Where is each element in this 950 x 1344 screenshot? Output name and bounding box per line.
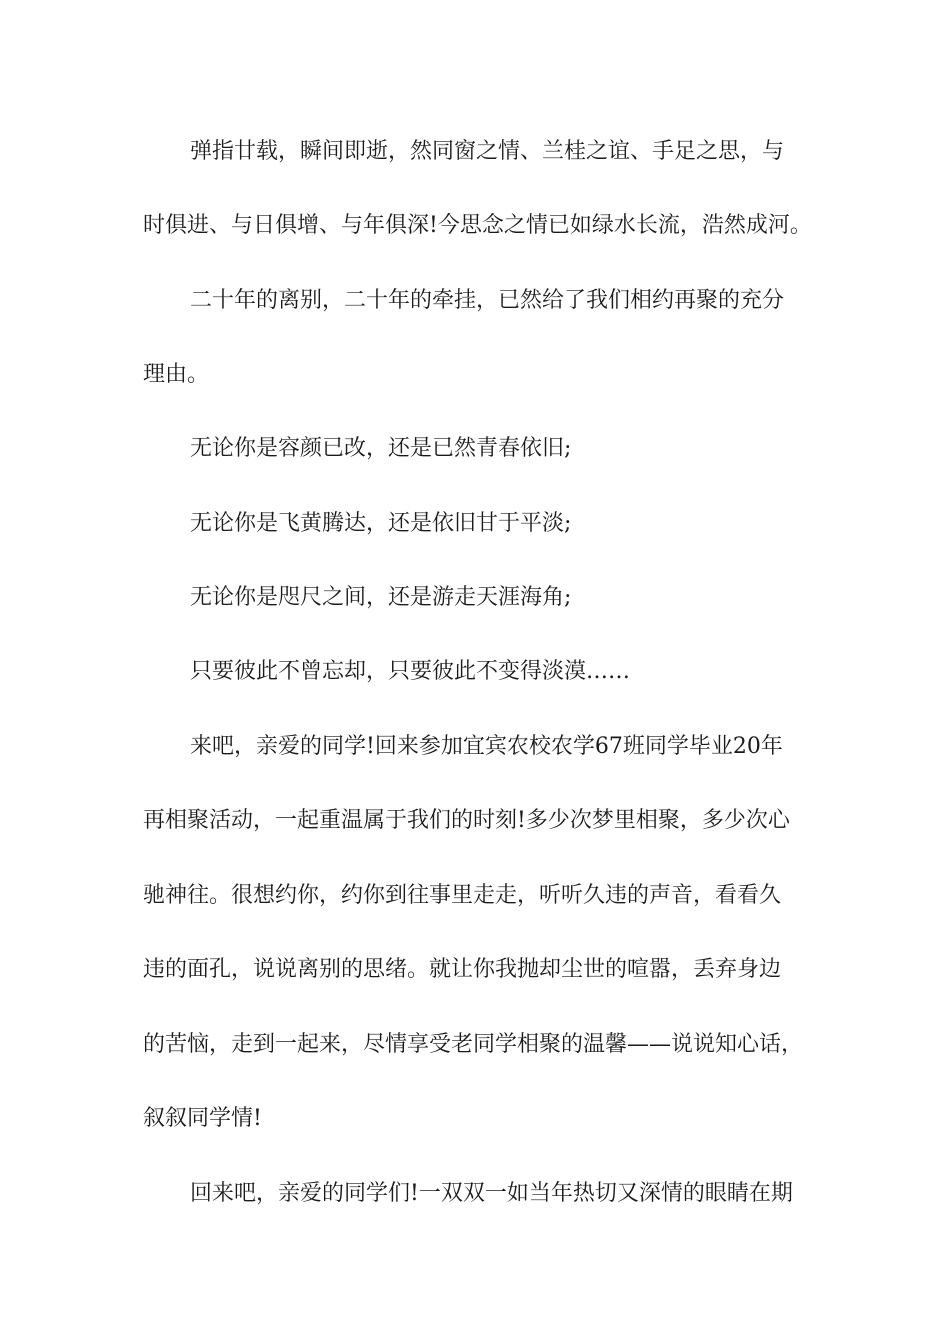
text-line: 回来吧，亲爱的同学们!一双双一如当年热切又深情的眼睛在期 (190, 1181, 793, 1206)
text-line: 的苦恼，走到一起来，尽情享受老同学相聚的温馨——说说知心话， (143, 1032, 804, 1057)
text-line: 无论你是咫尺之间，还是游走天涯海角; (190, 585, 572, 610)
text-line: 驰神往。很想约你，约你到往事里走走，听听久违的声音，看看久 (143, 883, 782, 908)
text-line: 时俱进、与日俱增、与年俱深!今思念之情已如绿水长流，浩然成河。 (143, 213, 812, 238)
text-line: 叙叙同学情! (143, 1106, 262, 1131)
text-line: 理由。 (143, 362, 210, 387)
text-line: 只要彼此不曾忘却，只要彼此不变得淡漠…… (190, 659, 631, 684)
text-line: 来吧，亲爱的同学!回来参加宜宾农校农学67班同学毕业20年 (190, 734, 783, 759)
text-line: 弹指廿载，瞬间即逝，然同窗之情、兰桂之谊、手足之思，与 (190, 139, 785, 164)
text-line: 再相聚活动，一起重温属于我们的时刻!多少次梦里相聚，多少次心 (143, 808, 790, 833)
text-line: 二十年的离别，二十年的牵挂，已然给了我们相约再聚的充分 (190, 288, 785, 313)
text-line: 无论你是飞黄腾达，还是依旧甘于平淡; (190, 511, 572, 536)
text-line: 无论你是容颜已改，还是已然青春依旧; (190, 436, 572, 461)
text-line: 违的面孔，说说离别的思绪。就让你我抛却尘世的喧嚣，丢弃身边 (143, 957, 782, 982)
